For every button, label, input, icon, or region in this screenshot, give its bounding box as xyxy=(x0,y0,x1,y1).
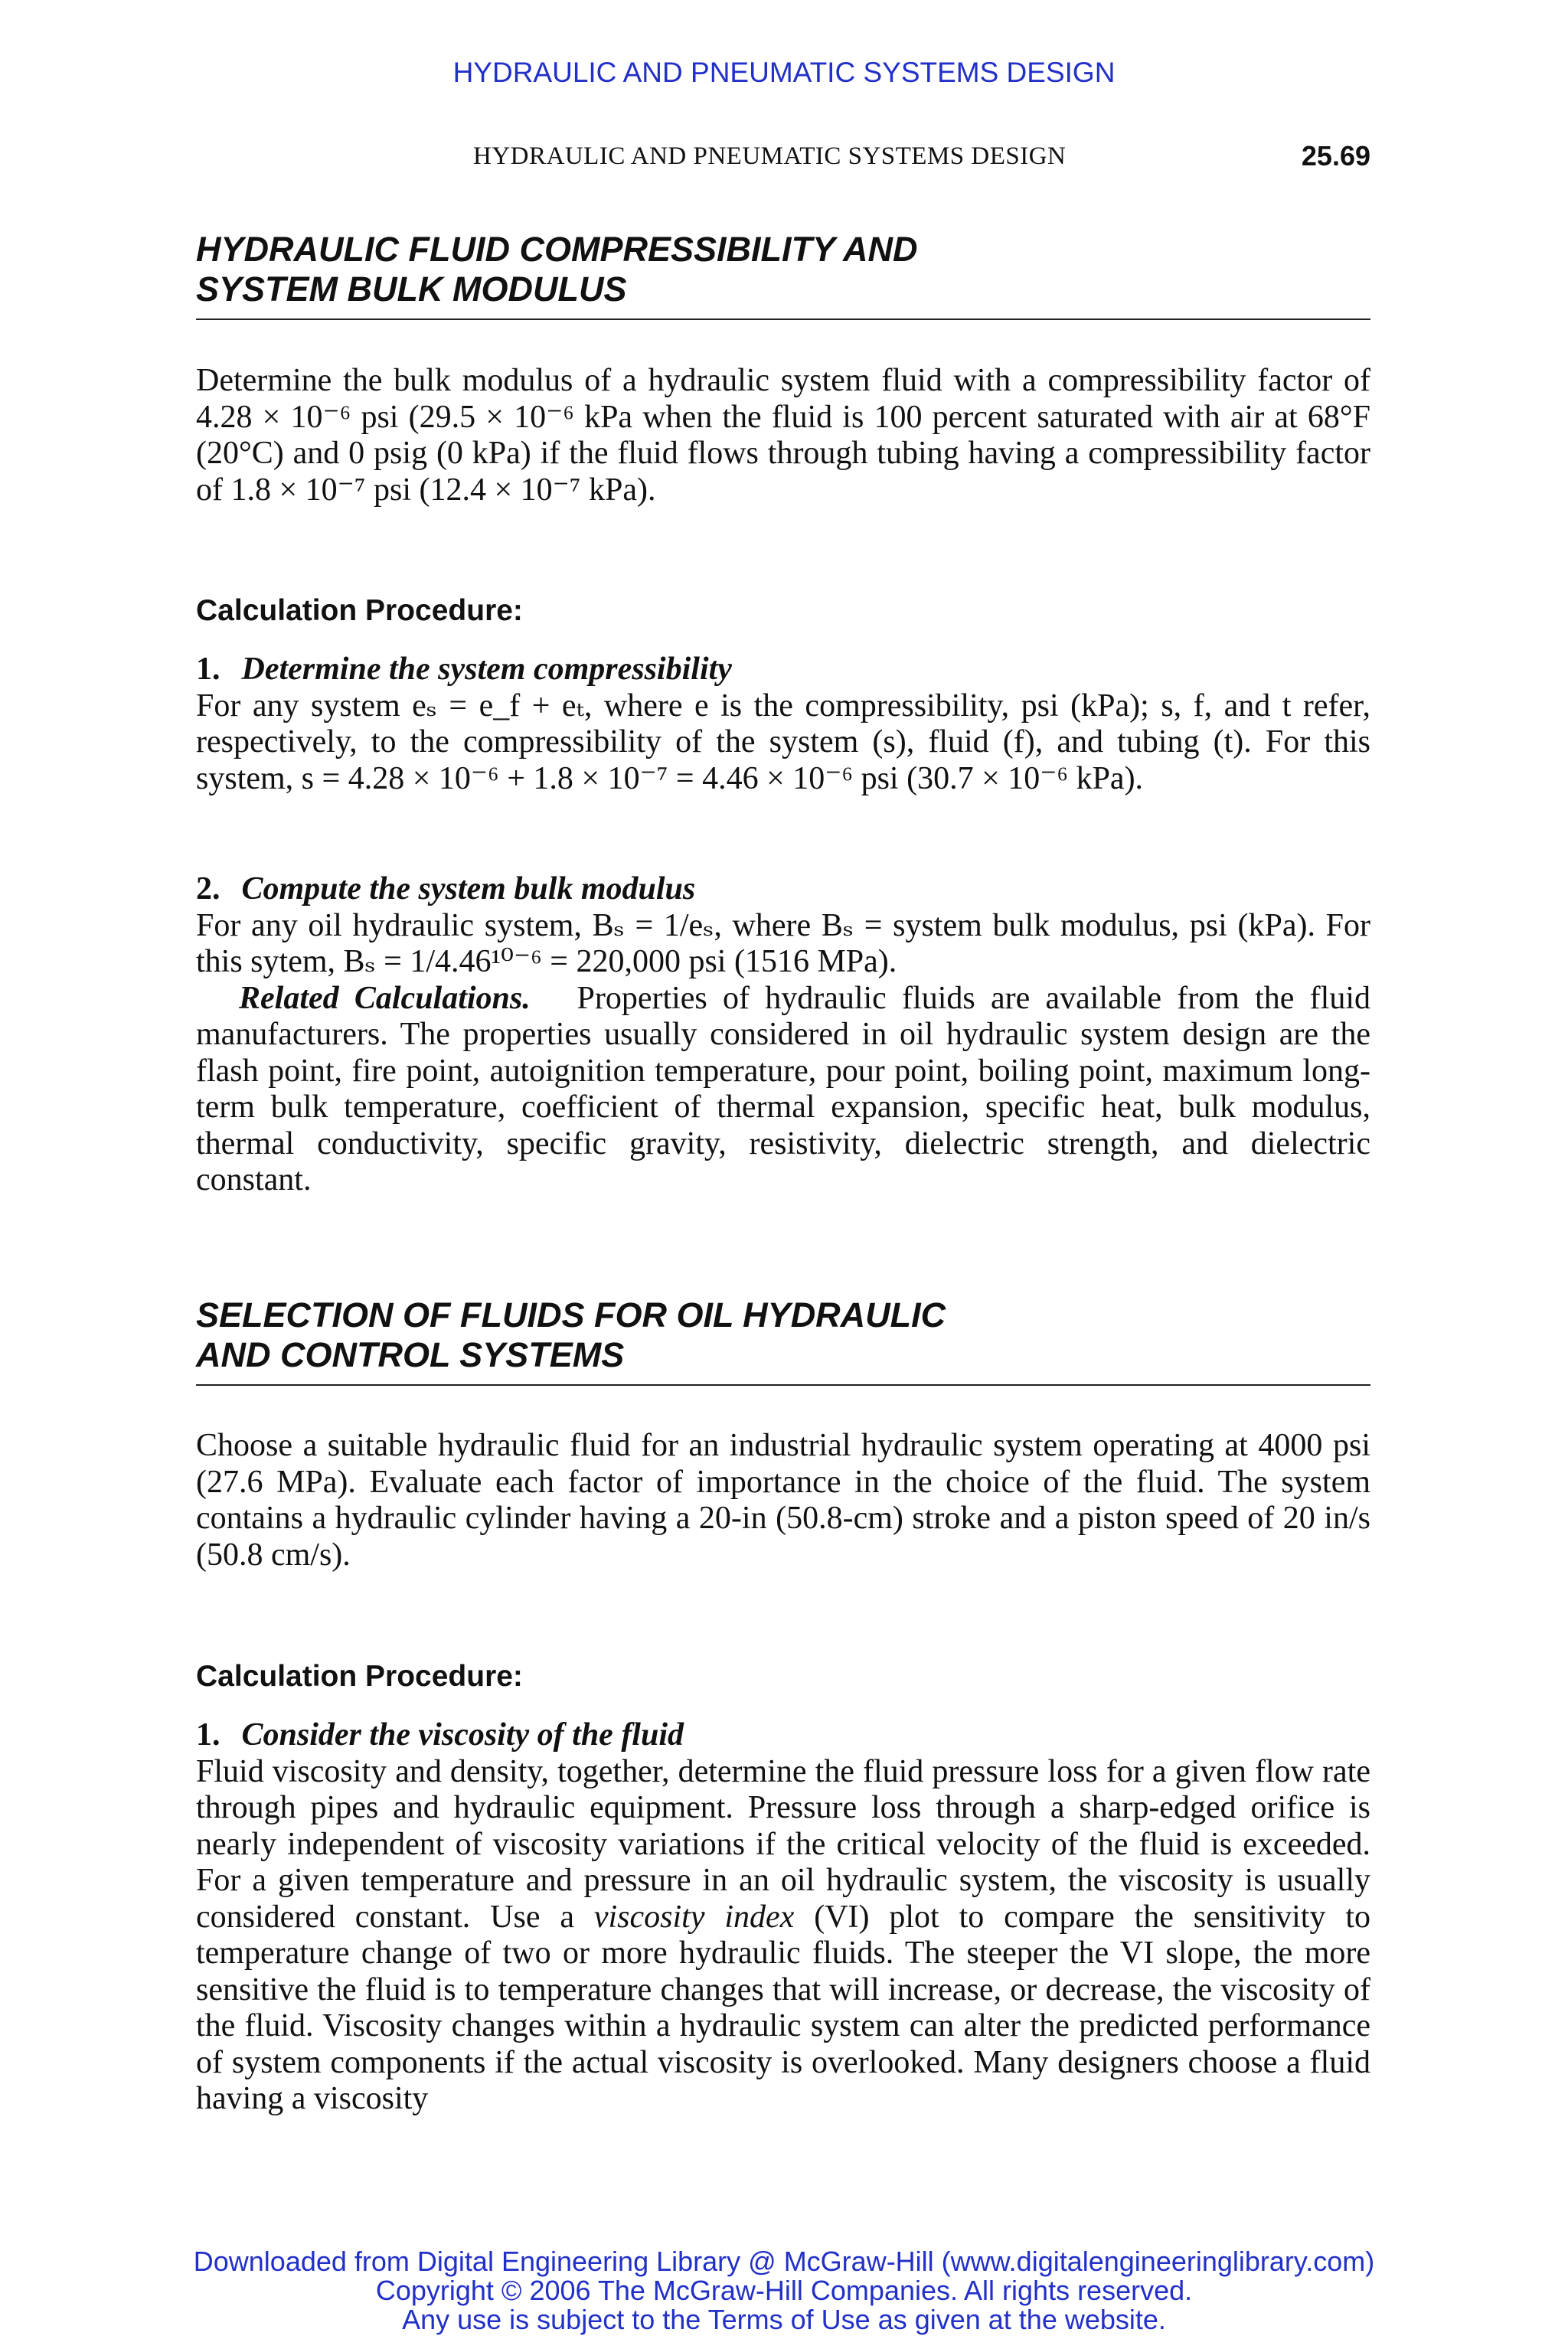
step-heading xyxy=(196,652,1370,688)
section-title-line: AND CONTROL SYSTEMS xyxy=(196,1335,625,1374)
section-divider xyxy=(196,318,1370,320)
step-1-block xyxy=(196,652,1370,797)
step-title: Consider the viscosity of the fluid xyxy=(241,1717,684,1753)
section-title-line: HYDRAULIC FLUID COMPRESSIBILITY AND xyxy=(196,230,918,269)
footer-download-link[interactable]: Downloaded from Digital Engineering Library @ McGraw-Hill (www.digitalengineeringlibrary.com) xyxy=(193,2246,1375,2277)
problem-statement xyxy=(196,1428,1370,1573)
related-label: Related Calculations. xyxy=(239,980,531,1016)
step-title: Determine the system compressibility xyxy=(241,652,732,687)
related-text: Properties of hydraulic fluids are available from the fluid manufacturers. The properties usually considered in oil hydraulic system design are the flash point, fire point, autoignition temperature, pour point, boiling point, maximum long-term bulk temperature, coefficient of thermal expansion, specific heat, bulk modulus, thermal conductivity, specific gravity, resistivity, dielectric strength, and dielectric constant. xyxy=(196,980,1371,1197)
step-number: 1. xyxy=(196,652,220,687)
step-text: For any system eₛ = e_f + eₜ, where e is the compressibility, psi (kPa); s, f, and t refer, respectively, to the compressibility of the system (s), fluid (f), and tubing (t). For this system, s = 4.28 × 10⁻⁶ + 1.8 × 10⁻⁷ = 4.46 × 10⁻⁶ psi (30.7 × 10⁻⁶ kPa). xyxy=(196,688,1370,796)
download-banner-title: HYDRAULIC AND PNEUMATIC SYSTEMS DESIGN xyxy=(452,57,1116,88)
step-2-block xyxy=(196,871,1370,1199)
step-number: 1. xyxy=(196,1717,220,1753)
problem-text: Choose a suitable hydraulic fluid for an industrial hydraulic system operating at 4000 psi (27.6 MPa). Evaluate each factor of importance in the choice of the fluid. The system contains a hydraulic cylinder having a 20-in (50.8-cm) stroke and a piston speed of 20 in/s (50.8 cm/s). xyxy=(196,1428,1370,1573)
problem-statement xyxy=(196,363,1370,508)
footer-copyright: Copyright © 2006 The McGraw-Hill Companies. All rights reserved. xyxy=(375,2275,1193,2306)
step-text xyxy=(196,1754,1370,2118)
step-heading xyxy=(196,871,1370,908)
procedure-heading: Calculation Procedure: xyxy=(196,594,523,627)
footer-terms-link[interactable]: Any use is subject to the Terms of Use as given at the website. xyxy=(402,2304,1166,2335)
step-text: For any oil hydraulic system, Bₛ = 1/eₛ, where Bₛ = system bulk modulus, psi (kPa). For this sytem, Bₛ = 1/4.46¹⁰⁻⁶ = 220,000 psi (1516 MPa). xyxy=(196,907,1370,979)
step-text-part: (VI) plot to compare the sensitivity to temperature change of two or more hydraulic fluids. The steeper the VI slope, the more sensitive the fluid is to temperature changes that will increase, or decrease, the viscosity of the fluid. Viscosity changes within a hydraulic system can alter the predicted performance of system components if the actual viscosity is overlooked. Many designers choose a fluid having a viscosity xyxy=(196,1899,1371,2116)
step-title: Compute the system bulk modulus xyxy=(241,871,696,906)
section-title-compressibility xyxy=(196,230,1375,309)
section-title-fluid-selection xyxy=(196,1295,1375,1375)
viscosity-index-term: viscosity index xyxy=(593,1899,795,1935)
problem-text: Determine the bulk modulus of a hydraulic system fluid with a compressibility factor of 4.28 × 10⁻⁶ psi (29.5 × 10⁻⁶ kPa when the fluid is 100 percent saturated with air at 68°F (20°C) and 0 psig (0 kPa) if the fluid flows through tubing having a compressibility factor of 1.8 × 10⁻⁷ psi (12.4 × 10⁻⁷ kPa). xyxy=(196,363,1370,508)
step-1-block xyxy=(196,1717,1370,2118)
section-title-line: SYSTEM BULK MODULUS xyxy=(196,270,627,309)
step-number: 2. xyxy=(196,871,220,906)
section-divider xyxy=(196,1384,1370,1386)
section-title-line: SELECTION OF FLUIDS FOR OIL HYDRAULIC xyxy=(196,1295,946,1334)
running-head: HYDRAULIC AND PNEUMATIC SYSTEMS DESIGN xyxy=(473,142,1067,170)
related-calculations xyxy=(196,981,1370,1199)
procedure-heading: Calculation Procedure: xyxy=(196,1660,523,1693)
step-heading xyxy=(196,1717,1370,1754)
download-footer xyxy=(0,2247,1568,2334)
page-number: 25.69 xyxy=(1301,140,1370,172)
step-text-part: Fluid viscosity and density, together, determine the fluid pressure loss for a given flow rate through pipes and hydraulic equipment. Pressure loss through a sharp-edged orifice is nearly independent of viscosity variations if the critical velocity of the fluid is exceeded. For a given temperature and pressure in an oil hydraulic system, the viscosity is usually considered constant. Use a xyxy=(196,1753,1370,1935)
